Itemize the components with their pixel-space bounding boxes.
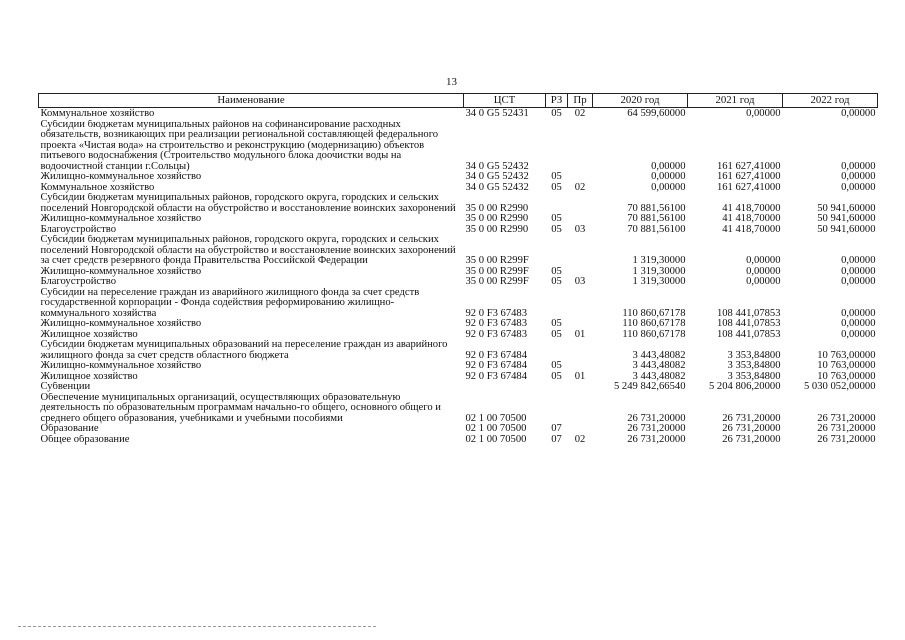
footer-divider bbox=[18, 626, 376, 627]
table-row bbox=[39, 214, 878, 225]
cell-rz bbox=[546, 382, 568, 393]
cell-2022: 26 731,20000 bbox=[817, 424, 876, 434]
cell-pr: 02 bbox=[574, 108, 586, 119]
cell-rz: 05 bbox=[551, 172, 562, 182]
cell-2020: 70 881,56100 bbox=[627, 202, 686, 214]
header-2022: 2022 год bbox=[783, 94, 878, 108]
cell-name: Жилищно-коммунальное хозяйство bbox=[40, 172, 202, 182]
cell-2020: 3 443,48082 bbox=[632, 371, 686, 382]
table-row bbox=[39, 267, 878, 278]
cell-cst: 92 0 F3 67483 bbox=[465, 307, 528, 319]
cell-rz: 05 bbox=[551, 108, 562, 119]
cell-2021: 3 353,84800 bbox=[727, 361, 781, 371]
cell-rz: 05 bbox=[551, 329, 562, 340]
cell-cst: 02 1 00 70500 bbox=[465, 424, 527, 434]
cell-2020: 0,00000 bbox=[651, 182, 686, 193]
cell-2022: 0,00000 bbox=[841, 329, 876, 340]
cell-rz bbox=[546, 193, 568, 214]
cell-2020: 110 860,67178 bbox=[622, 319, 686, 329]
cell-2021: 0,00000 bbox=[746, 266, 781, 277]
cell-name: Обеспечение муниципальных организаций, осуществляющих образовательную деятельность по образовательным программам начально-го общего, основного общего и среднего общего образования, учебниками и учебными пособиями bbox=[40, 392, 441, 424]
cell-pr bbox=[568, 172, 593, 183]
cell-cst: 35 0 00 R299F bbox=[465, 266, 529, 277]
cell-2021: 161 627,41000 bbox=[716, 172, 781, 182]
cell-pr bbox=[568, 393, 593, 425]
cell-rz: 05 bbox=[551, 224, 562, 235]
cell-cst: 34 0 G5 52432 bbox=[465, 160, 529, 172]
cell-name: Субсидии бюджетам муниципальных районов на софинансирование расходных обязательств, возникающих при реализации региональной составляющей федерального проекта «Чистая вода» на строительство и реконструкцию (модернизацию) объектов питьевого водоснабжения (Строительство модульного блока доочистки воды на водоочистной станции г.Сольцы) bbox=[40, 119, 439, 172]
table-row bbox=[39, 120, 878, 173]
cell-name: Жилищно-коммунальное хозяйство bbox=[40, 214, 202, 224]
budget-table bbox=[38, 93, 878, 445]
cell-name: Образование bbox=[40, 424, 99, 434]
cell-2020: 1 319,30000 bbox=[632, 255, 686, 266]
table-row bbox=[39, 319, 878, 330]
cell-2021: 26 731,20000 bbox=[722, 424, 781, 434]
cell-2020: 70 881,56100 bbox=[627, 214, 686, 224]
cell-2022: 0,00000 bbox=[841, 277, 876, 287]
cell-2020: 0,00000 bbox=[651, 172, 686, 182]
cell-pr bbox=[568, 120, 593, 173]
cell-cst: 35 0 00 R2990 bbox=[465, 214, 529, 224]
cell-cst: 34 0 G5 52432 bbox=[465, 172, 529, 182]
cell-name: Жилищное хозяйство bbox=[40, 371, 138, 382]
cell-2020: 3 443,48082 bbox=[632, 361, 686, 371]
table-row bbox=[39, 288, 878, 320]
cell-2021: 41 418,70000 bbox=[722, 202, 781, 214]
table-header-row bbox=[39, 94, 878, 108]
table-row bbox=[39, 235, 878, 267]
cell-name: Жилищное хозяйство bbox=[40, 329, 138, 340]
cell-2021: 41 418,70000 bbox=[722, 214, 781, 224]
cell-2022: 0,00000 bbox=[841, 160, 876, 172]
cell-name: Субсидии бюджетам муниципальных районов, городского округа, городских и сельских поселений Новгородской области на обустройство и восстановление воинских захоронений bbox=[40, 193, 456, 214]
cell-name: Субвенции bbox=[40, 382, 91, 392]
cell-2020: 3 443,48082 bbox=[632, 349, 686, 361]
header-name: Наименование bbox=[39, 94, 464, 108]
cell-2022: 26 731,20000 bbox=[817, 434, 876, 445]
table-row bbox=[39, 172, 878, 183]
cell-pr bbox=[568, 361, 593, 372]
cell-rz bbox=[546, 120, 568, 173]
table-row bbox=[39, 108, 878, 120]
cell-pr bbox=[568, 319, 593, 330]
cell-2022: 0,00000 bbox=[841, 108, 876, 119]
header-2020: 2020 год bbox=[593, 94, 688, 108]
cell-rz: 05 bbox=[551, 277, 562, 287]
cell-2022: 0,00000 bbox=[841, 307, 876, 319]
cell-2020: 1 319,30000 bbox=[632, 277, 686, 287]
cell-cst: 35 0 00 R2990 bbox=[465, 202, 529, 214]
table-row bbox=[39, 393, 878, 425]
cell-pr bbox=[568, 235, 593, 267]
cell-2020: 5 249 842,66540 bbox=[613, 382, 686, 392]
cell-name: Субсидии бюджетам муниципальных районов, городского округа, городских и сельских поселений Новгородской области на обустройство и восстановление воинских захоронений за счет средств резервного фонда Правительства Российской Федерации bbox=[40, 235, 456, 266]
cell-cst: 35 0 00 R299F bbox=[465, 277, 529, 287]
cell-pr bbox=[568, 267, 593, 278]
cell-pr: 03 bbox=[574, 224, 586, 235]
cell-name: Жилищно-коммунальное хозяйство bbox=[40, 361, 202, 371]
cell-pr: 02 bbox=[574, 182, 586, 193]
cell-2020: 64 599,60000 bbox=[627, 108, 686, 119]
cell-2020: 110 860,67178 bbox=[622, 307, 686, 319]
cell-2022: 26 731,20000 bbox=[817, 412, 876, 424]
cell-pr bbox=[568, 424, 593, 435]
cell-name: Жилищно-коммунальное хозяйство bbox=[40, 266, 202, 277]
cell-pr: 03 bbox=[574, 277, 586, 287]
cell-name: Общее образование bbox=[40, 434, 130, 445]
cell-pr bbox=[568, 214, 593, 225]
header-2021: 2021 год bbox=[688, 94, 783, 108]
cell-name: Жилищно-коммунальное хозяйство bbox=[40, 319, 202, 329]
cell-cst: 35 0 00 R2990 bbox=[465, 224, 529, 235]
table-body bbox=[39, 108, 878, 446]
cell-pr: 01 bbox=[574, 371, 586, 382]
cell-2020: 26 731,20000 bbox=[627, 424, 686, 434]
cell-2022: 10 763,00000 bbox=[817, 371, 876, 382]
cell-cst: 92 0 F3 67483 bbox=[465, 329, 528, 340]
cell-cst: 92 0 F3 67484 bbox=[465, 371, 528, 382]
cell-2020: 0,00000 bbox=[651, 160, 686, 172]
cell-cst: 02 1 00 70500 bbox=[465, 434, 527, 445]
cell-2022: 10 763,00000 bbox=[817, 361, 876, 371]
cell-2020: 1 319,30000 bbox=[632, 266, 686, 277]
cell-rz: 05 bbox=[551, 371, 562, 382]
table-row bbox=[39, 372, 878, 383]
cell-2021: 41 418,70000 bbox=[722, 224, 781, 235]
cell-2021: 161 627,41000 bbox=[716, 182, 781, 193]
cell-rz: 05 bbox=[551, 182, 562, 193]
cell-2022: 0,00000 bbox=[841, 266, 876, 277]
cell-2022: 0,00000 bbox=[841, 255, 876, 266]
cell-2021: 161 627,41000 bbox=[716, 160, 781, 172]
cell-cst: 92 0 F3 67484 bbox=[465, 349, 528, 361]
cell-2021: 108 441,07853 bbox=[716, 319, 781, 329]
header-cst: ЦСТ bbox=[464, 94, 546, 108]
cell-rz: 05 bbox=[551, 266, 562, 277]
cell-2022: 0,00000 bbox=[841, 319, 876, 329]
cell-rz bbox=[546, 235, 568, 267]
cell-2022: 0,00000 bbox=[841, 182, 876, 193]
cell-2020: 70 881,56100 bbox=[627, 224, 686, 235]
cell-2021: 0,00000 bbox=[746, 108, 781, 119]
cell-pr bbox=[568, 193, 593, 214]
cell-2021: 3 353,84800 bbox=[727, 371, 781, 382]
cell-name: Коммунальное хозяйство bbox=[40, 182, 155, 193]
cell-cst: 92 0 F3 67483 bbox=[465, 319, 528, 329]
table-row bbox=[39, 361, 878, 372]
cell-2022: 50 941,60000 bbox=[817, 224, 876, 235]
cell-rz: 05 bbox=[551, 319, 562, 329]
cell-2021: 108 441,07853 bbox=[716, 329, 781, 340]
table-row bbox=[39, 225, 878, 236]
cell-2021: 3 353,84800 bbox=[727, 349, 781, 361]
table-row bbox=[39, 435, 878, 446]
cell-2021: 108 441,07853 bbox=[716, 307, 781, 319]
cell-2020: 26 731,20000 bbox=[627, 412, 686, 424]
cell-2021: 0,00000 bbox=[746, 277, 781, 287]
table-row bbox=[39, 277, 878, 288]
table-row bbox=[39, 330, 878, 341]
cell-cst: 34 0 G5 52432 bbox=[465, 182, 529, 193]
cell-2021: 0,00000 bbox=[746, 255, 781, 266]
cell-2021: 5 204 806,20000 bbox=[708, 382, 781, 392]
cell-cst bbox=[464, 382, 546, 393]
cell-pr: 01 bbox=[574, 329, 586, 340]
cell-2020: 26 731,20000 bbox=[627, 434, 686, 445]
cell-name: Субсидии бюджетам муниципальных образований на переселение граждан из аварийного жилищного фонда за счет средств областного бюджета bbox=[40, 340, 448, 361]
cell-2020: 110 860,67178 bbox=[622, 329, 686, 340]
cell-rz: 07 bbox=[551, 434, 562, 445]
cell-pr bbox=[568, 340, 593, 361]
cell-pr bbox=[568, 288, 593, 320]
table-row bbox=[39, 424, 878, 435]
cell-2021: 26 731,20000 bbox=[722, 412, 781, 424]
cell-rz: 05 bbox=[551, 361, 562, 371]
cell-pr bbox=[568, 382, 593, 393]
cell-2022: 50 941,60000 bbox=[817, 202, 876, 214]
cell-pr: 02 bbox=[574, 434, 586, 445]
cell-2022: 0,00000 bbox=[841, 172, 876, 182]
cell-name: Благоустройство bbox=[40, 277, 116, 287]
header-pr: Пр bbox=[568, 94, 593, 108]
cell-2022: 5 030 052,00000 bbox=[803, 382, 876, 392]
header-rz: РЗ bbox=[546, 94, 568, 108]
cell-rz: 05 bbox=[551, 214, 562, 224]
cell-rz bbox=[546, 340, 568, 361]
cell-cst: 02 1 00 70500 bbox=[465, 412, 527, 424]
table-row bbox=[39, 183, 878, 194]
table-row bbox=[39, 340, 878, 361]
table-row bbox=[39, 382, 878, 393]
cell-rz bbox=[546, 288, 568, 320]
cell-2022: 50 941,60000 bbox=[817, 214, 876, 224]
cell-2021: 26 731,20000 bbox=[722, 434, 781, 445]
cell-cst: 92 0 F3 67484 bbox=[465, 361, 528, 371]
cell-rz bbox=[546, 393, 568, 425]
page-number: 13 bbox=[446, 76, 457, 88]
cell-cst: 35 0 00 R299F bbox=[465, 255, 529, 266]
cell-name: Коммунальное хозяйство bbox=[40, 108, 155, 119]
cell-name: Субсидии на переселение граждан из аварийного жилищного фонда за счет средств государственной корпорации - Фонда содействия реформированию жилищно-коммунального хозяйства bbox=[40, 287, 420, 319]
cell-name: Благоустройство bbox=[40, 224, 116, 235]
table-row bbox=[39, 193, 878, 214]
cell-2022: 10 763,00000 bbox=[817, 349, 876, 361]
cell-cst: 34 0 G5 52431 bbox=[465, 108, 529, 119]
cell-rz: 07 bbox=[551, 424, 562, 434]
